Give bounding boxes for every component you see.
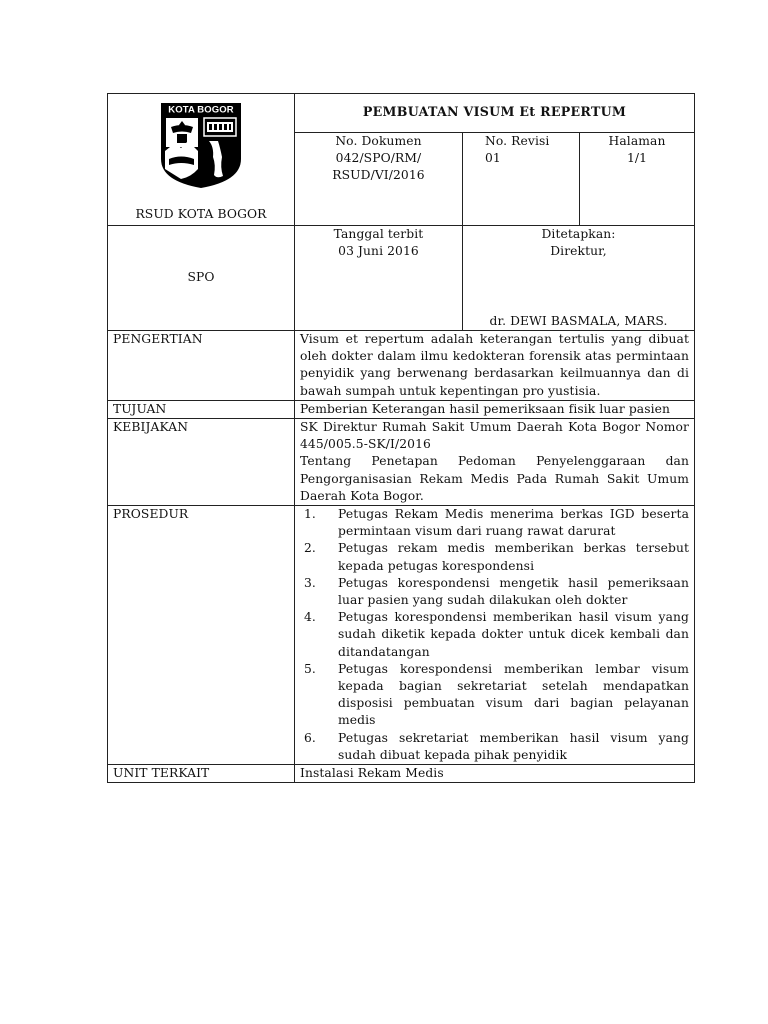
approval-role: Direktur,: [550, 244, 607, 259]
spo-table: [107, 93, 695, 783]
pengertian-text: Visum et repertum adalah keterangan tertulis yang dibuat oleh dokter dalam ilmu kedokteran forensik atas permintaan penyidik yang berwenang berdasarkan keilmuannya dan di bawah sumpah untuk kepentingan pro yustisia.: [295, 331, 695, 401]
document-number-value: 042/SPO/RM/ RSUD/VI/2016: [332, 151, 425, 183]
prosedur-label: PROSEDUR: [108, 506, 295, 765]
kebijakan-subject: Tentang Penetapan Pedoman Penyelenggaraan dan Pengorganisasian Rekam Medis Pada Rumah Sakit Umum Daerah Kota Bogor.: [300, 454, 690, 503]
approval-name: dr. DEWI BASMALA, MARS.: [489, 313, 668, 328]
prosedur-step: 4. Petugas korespondensi memberikan hasil visum yang sudah diketik kepada dokter untuk dicek kembali dan ditandatangan: [304, 610, 690, 659]
document-number-label: No. Dokumen: [335, 134, 422, 148]
revision-value: 01: [485, 151, 501, 166]
document-title: PEMBUATAN VISUM Et REPERTUM: [295, 94, 695, 133]
issue-date-cell: [295, 226, 463, 331]
page-cell: [580, 133, 695, 226]
issue-date-label: Tanggal terbit: [333, 227, 424, 241]
spo-label: SPO: [108, 226, 295, 331]
prosedur-step: 1. Petugas Rekam Medis menerima berkas IGD beserta permintaan visum dari ruang rawat darurat: [304, 507, 690, 539]
tujuan-label: TUJUAN: [108, 400, 295, 418]
kebijakan-decree: SK Direktur Rumah Sakit Umum Daerah Kota Bogor Nomor 445/005.5-SK/I/2016: [300, 420, 690, 452]
issue-date-value: 03 Juni 2016: [338, 244, 419, 259]
approval-cell: [463, 226, 695, 331]
prosedur-list: [300, 506, 689, 764]
prosedur-step: 6. Petugas sekretariat memberikan hasil visum yang sudah dibuat kepada pihak penyidik: [304, 730, 690, 762]
kebijakan-cell: [295, 419, 695, 506]
pengertian-label: PENGERTIAN: [108, 331, 295, 401]
approval-heading: [463, 226, 694, 260]
page-value: 1/1: [626, 151, 648, 166]
prosedur-step: 2. Petugas rekam medis memberikan berkas tersebut kepada petugas korespondensi: [304, 541, 690, 573]
hospital-name: RSUD KOTA BOGOR: [135, 206, 267, 221]
page-label: Halaman: [608, 134, 666, 148]
kota-bogor-logo: [161, 103, 241, 188]
prosedur-step: 5. Petugas korespondensi memberikan lembar visum kepada bagian sekretariat setelah mendapatkan disposisi pembuatan visum dari bagian pelayanan medis: [304, 661, 690, 728]
kebijakan-label: KEBIJAKAN: [108, 419, 295, 506]
tujuan-text: Pemberian Keterangan hasil pemeriksaan fisik luar pasien: [295, 400, 695, 418]
revision-cell: [463, 133, 580, 226]
prosedur-step: 3. Petugas korespondensi mengetik hasil pemeriksaan luar pasien yang sudah dilakukan oleh dokter: [304, 575, 690, 608]
logo-cell: [108, 94, 295, 226]
revision-label: No. Revisi: [485, 134, 550, 148]
document-number-cell: [295, 133, 463, 226]
unit-label: UNIT TERKAIT: [108, 765, 295, 783]
svg-text:KOTA BOGOR: KOTA BOGOR: [168, 104, 234, 116]
unit-text: Instalasi Rekam Medis: [295, 765, 695, 783]
prosedur-cell: [295, 506, 695, 765]
approval-label: Ditetapkan:: [541, 227, 616, 241]
